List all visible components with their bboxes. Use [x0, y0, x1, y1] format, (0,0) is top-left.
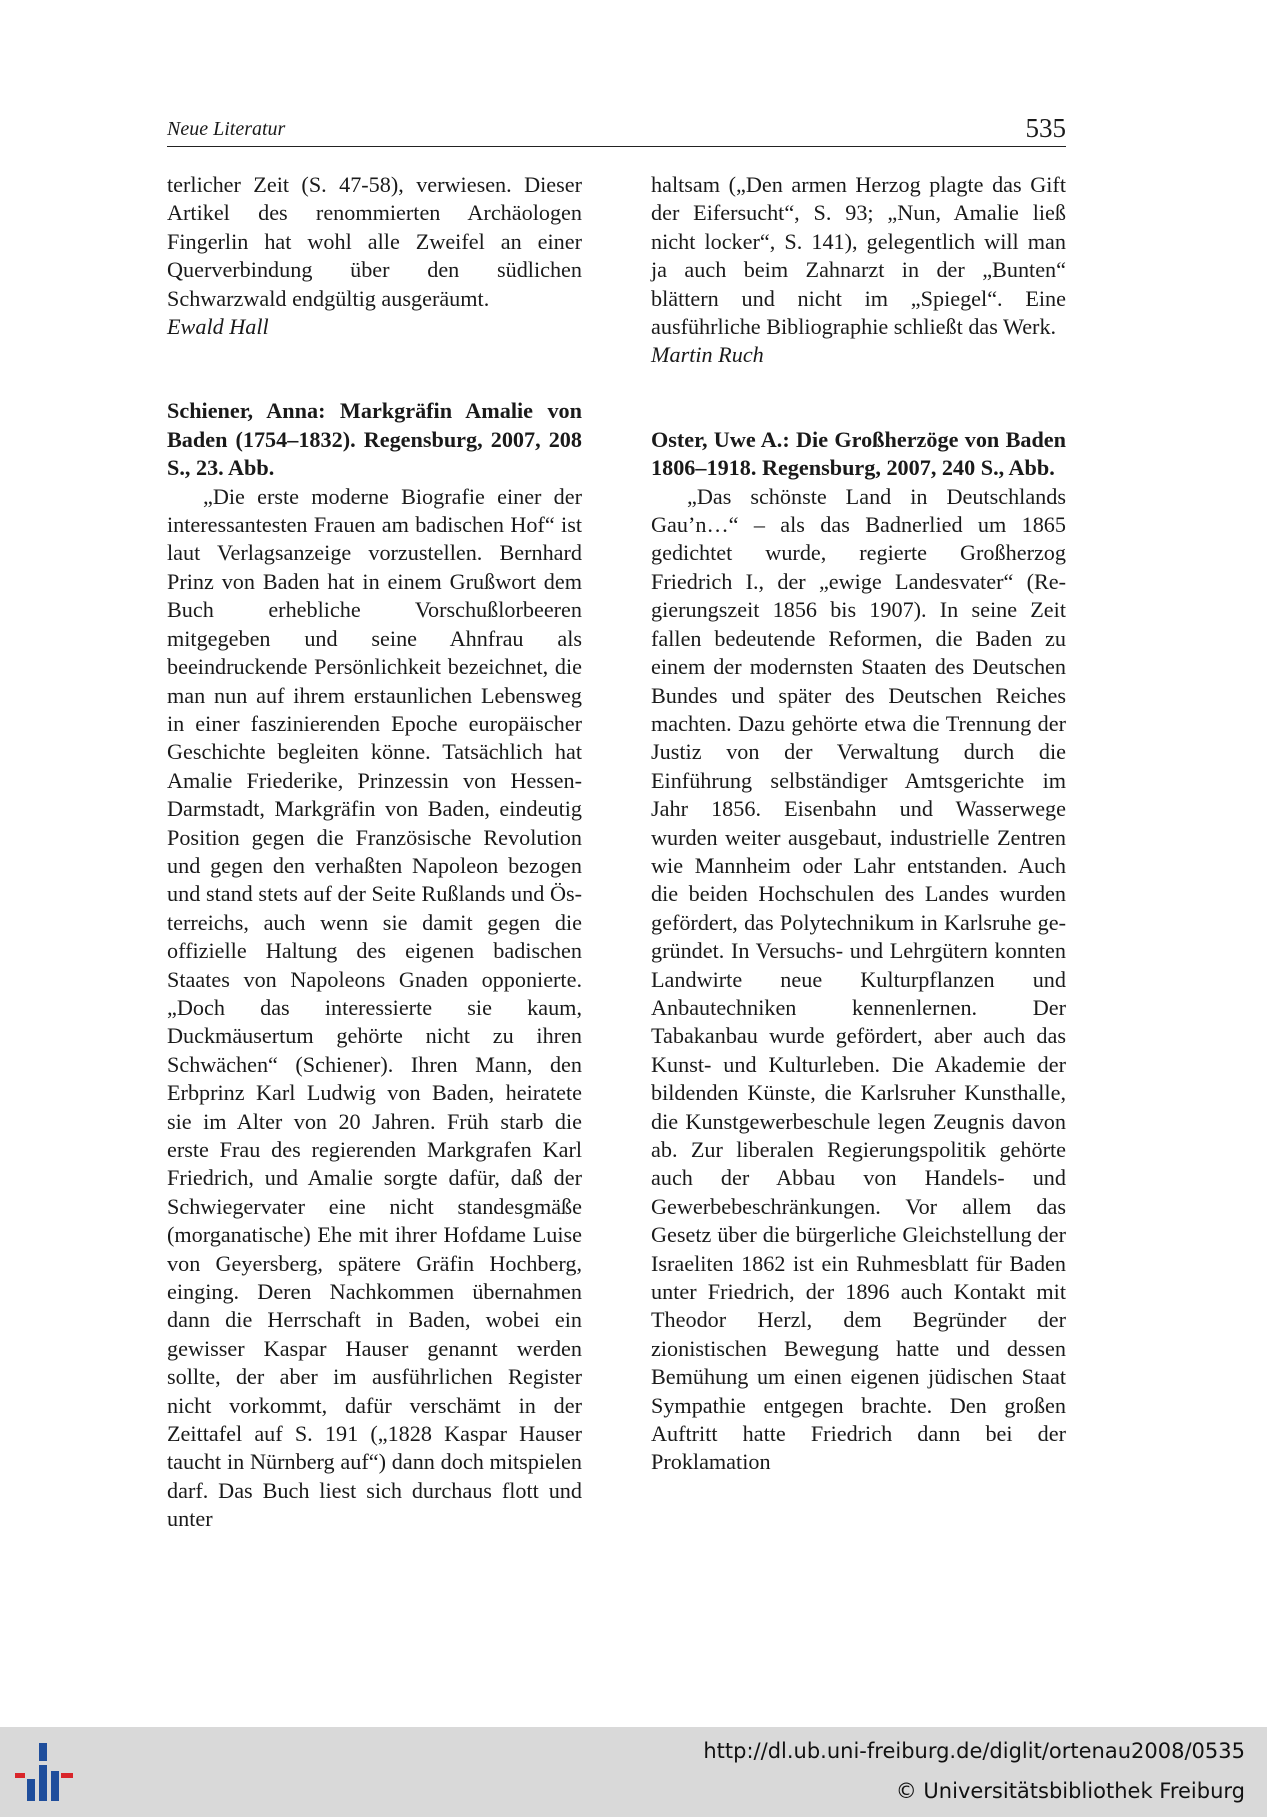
- footer-band: [0, 1727, 1267, 1817]
- page-header: [167, 108, 1066, 147]
- copyright-notice: © Universitätsbibliothek Freiburg: [895, 1779, 1245, 1803]
- library-logo-icon: [15, 1741, 79, 1805]
- continuation-signature: Martin Ruch: [651, 342, 764, 368]
- review-heading-schiener: Schiener, Anna: Markgräfin Amalie von Baden (1754–1832). Regensburg, 2007, 208 S., 23. Abb.: [167, 398, 582, 481]
- intro-signature: Ewald Hall: [167, 314, 269, 340]
- source-url-link[interactable]: http://dl.ub.uni-freiburg.de/diglit/ortenau2008/0535: [703, 1739, 1245, 1763]
- continuation-text: haltsam („Den armen Herzog plagte das Gift der Eifersucht“, S. 93; „Nun, Amalie ließ nicht locker“, S. 141), gelegentlich will man ja auch beim Zahnarzt in der „Bunten“ blättern und nicht im „Spiegel“. Eine ausführliche Bibliographie schließt das Werk.: [651, 172, 1066, 340]
- left-column: [167, 171, 582, 1534]
- section-gap: [651, 370, 1066, 426]
- review-body-oster: „Das schönste Land in Deutschlands Gau’n…“ – als das Badnerlied um 1865 gedichtet wurde, regierte Großherzog Friedrich I., der „ewige Landesvater“ (Regierungszeit 1856 bis 1907). In seine Zeit fallen bedeutende Reformen, die Baden zu einem der modernsten Staaten des Deutschen Bundes und später des Deutschen Reiches machten. Dazu gehörte etwa die Trennung der Justiz von der Verwaltung durch die Einführung selbständiger Amtsgerichte im Jahr 1856. Eisenbahn und Wasserwege wurden weiter ausgebaut, industrielle Zentren wie Mannheim oder Lahr entstanden. Auch die beiden Hochschulen des Landes wurden gefördert, das Polytechnikum in Karlsruhe gegründet. In Versuchs- und Lehrgütern konnten Landwirte neue Kulturpflanzen und Anbautechniken kennenlernen. Der Tabakanbau wurde gefördert, aber auch das Kunst- und Kulturleben. Die Akademie der bildenden Künste, die Karlsruher Kunsthalle, die Kunstgewerbeschule legen Zeugnis davon ab. Zur liberalen Regierungspolitik gehörte auch der Abbau von Handels- und Gewerbebeschränkungen. Vor allem das Gesetz über die bürgerliche Gleichstellung der Israeliten 1862 ist ein Ruhmesblatt für Baden unter Friedrich, der 1896 auch Kontakt mit Theodor Herzl, dem Begründer der zionistischen Bewegung hatte und dessen Bemühung um einen eigenen jüdischen Staat Sympathie entgegen brachte. Den großen Auftritt hatte Friedrich dann bei der Proklamation: [651, 483, 1066, 1475]
- review-body-schiener: „Die erste moderne Biografie einer der interessantesten Frauen am badischen Hof“ ist laut Verlagsanzeige vorzustellen. Bernhard Prinz von Baden hat in einem Grußwort dem Buch erhebliche Vorschußlorbeeren mitgegeben und seine Ahnfrau als beeindruckende Persönlichkeit bezeichnet, die man nun auf ihrem erstaunlichen Lebensweg in einer faszinierenden Epoche europäischer Geschichte begleiten könne. Tatsächlich hat Amalie Friederike, Prinzessin von Hessen-Darmstadt, Markgräfin von Baden, eindeutig Position gegen die Französische Revolution und gegen den verhaßten Napoleon bezogen und stand stets auf der Seite Rußlands und Österreichs, auch wenn sie damit gegen die offizielle Haltung des eigenen badischen Staates von Napoleons Gnaden opponierte. „Doch das interessierte sie kaum, Duckmäusertum gehörte nicht zu ihren Schwächen“ (Schiener). Ihren Mann, den Erbprinz Karl Ludwig von Baden, heiratete sie im Alter von 20 Jahren. Früh starb die erste Frau des regierenden Markgrafen Karl Friedrich, und Amalie sorgte dafür, daß der Schwiegervater eine nicht standesgmäße (morganatische) Ehe mit ihrer Hofdame Luise von Geyersberg, spätere Gräfin Hochberg, einging. Deren Nachkommen übernahmen dann die Herrschaft in Baden, wobei ein gewisser Kaspar Hauser genannt werden sollte, der aber im ausführlichen Register nicht vorkommt, dafür verschämt in der Zeittafel auf S. 191 („1828 Kaspar Hauser taucht in Nürnberg auf“) dann doch mitspielen darf. Das Buch liest sich durchaus flott und unter: [167, 483, 582, 1532]
- right-column: [651, 171, 1066, 1477]
- page-number: 535: [1025, 113, 1066, 143]
- running-title: Neue Literatur: [167, 118, 286, 140]
- review-heading-oster: Oster, Uwe A.: Die Großherzöge von Baden 1806–1918. Regensburg, 2007, 240 S., Abb.: [651, 426, 1066, 481]
- intro-text: terlicher Zeit (S. 47-58), verwiesen. Dieser Artikel des renommierten Archäologen Fingerlin hat wohl alle Zweifel an einer Querverbindung über den südlichen Schwarzwald endgültig ausgeräumt.: [167, 172, 582, 311]
- section-gap: [167, 341, 582, 397]
